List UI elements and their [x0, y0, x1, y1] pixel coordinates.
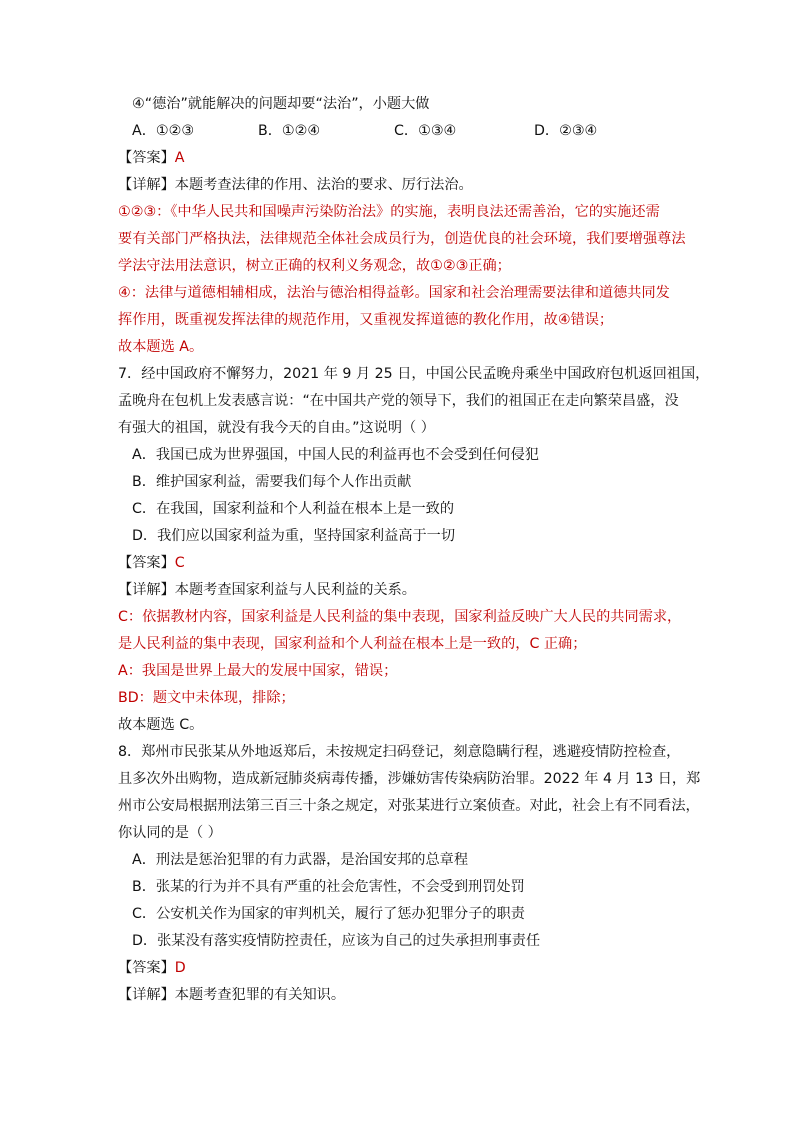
answer-label: 【答案】 — [118, 150, 175, 166]
detail-text: 本题考查国家利益与人民利益的关系。 — [174, 582, 416, 598]
q8-option-d: D．张某没有落实疫情防控责任，应该为自己的过失承担刑事责任 — [132, 933, 541, 949]
q7-analysis-line: BD：题文中未体现，排除； — [118, 690, 295, 706]
q8-option-c: C．公安机关作为国家的审判机关，履行了惩办犯罪分子的职责 — [132, 906, 525, 922]
q6-analysis-line: 挥作用，既重视发挥法律的规范作用，又重视发挥道德的教化作用，故④错误； — [118, 312, 614, 328]
q6-answer — [118, 145, 678, 172]
q7-analysis-line: 是人民利益的集中表现，国家利益和个人利益在根本上是一致的，C 正确； — [118, 636, 587, 652]
q8-stem-line: 你认同的是（ ） — [118, 825, 222, 841]
q8-detail-intro — [118, 982, 678, 1009]
q6-analysis-line: 学法守法用法意识，树立正确的权利义务观念，故①②③正确； — [118, 258, 511, 274]
q6-option-a: A．①②③ — [132, 123, 195, 139]
q6-options — [118, 118, 678, 145]
detail-label: 【详解】 — [118, 987, 175, 1003]
q8-option-b: B．张某的行为并不具有严重的社会危害性，不会受到刑罚处罚 — [132, 879, 525, 895]
detail-text: 本题考查犯罪的有关知识。 — [174, 987, 346, 1003]
answer-value: C — [174, 555, 185, 571]
q7-analysis-line: C：依据教材内容，国家利益是人民利益的集中表现，国家利益反映广大人民的共同需求， — [118, 609, 682, 625]
q7-option-c: C．在我国，国家利益和个人利益在根本上是一致的 — [132, 501, 455, 517]
answer-value: A — [174, 150, 185, 166]
q6-statement-4: ④“德治”就能解决的问题却要“法治”，小题大做 — [132, 96, 430, 112]
q8-stem-line: 州市公安局根据刑法第三百三十条之规定，对张某进行立案侦查。对此，社会上有不同看法， — [118, 798, 700, 814]
q6-option-b: B．①②④ — [258, 123, 321, 139]
q7-stem-line: 孟晚舟在包机上发表感言说：“在中国共产党的领导下，我们的祖国正在走向繁荣昌盛，没 — [118, 393, 679, 409]
detail-text: 本题考查法律的作用、法治的要求、厉行法治。 — [174, 177, 473, 193]
q7-analysis-line: A：我国是世界上最大的发展中国家，错误； — [118, 663, 398, 679]
q8-stem-line: 8．郑州市民张某从外地返郑后，未按规定扫码登记，刻意隐瞒行程，逃避疫情防控检查， — [118, 744, 681, 760]
q6-option-d: D．②③④ — [534, 123, 598, 139]
q7-answer — [118, 550, 678, 577]
detail-label: 【详解】 — [118, 582, 175, 598]
answer-label: 【答案】 — [118, 555, 175, 571]
q7-stem-line: 有强大的祖国，就没有我今天的自由。”这说明（ ） — [118, 420, 435, 436]
document-content — [118, 91, 710, 1009]
q7-analysis-conclusion: 故本题选 C。 — [118, 717, 204, 733]
q8-stem-line: 且多次外出购物，造成新冠肺炎病毒传播，涉嫌妨害传染病防治罪。2022 年 4 月 13 日，郑 — [118, 771, 701, 787]
q7-option-d: D．我们应以国家利益为重，坚持国家利益高于一切 — [132, 528, 456, 544]
q6-analysis-line: ①②③：《中华人民共和国噪声污染防治法》的实施，表明良法还需善治，它的实施还需 — [118, 204, 660, 220]
q6-analysis-line: ④：法律与道德相辅相成，法治与德治相得益彰。国家和社会治理需要法律和道德共同发 — [118, 285, 670, 301]
answer-label: 【答案】 — [118, 960, 175, 976]
q6-analysis-conclusion: 故本题选 A。 — [118, 339, 204, 355]
answer-value: D — [174, 960, 186, 976]
q7-stem-line: 7．经中国政府不懈努力，2021 年 9 月 25 日，中国公民孟晚舟乘坐中国政府包机返回祖国， — [118, 366, 710, 382]
q7-option-b: B．维护国家利益，需要我们每个人作出贡献 — [132, 474, 412, 490]
q8-option-a: A．刑法是惩治犯罪的有力武器，是治国安邦的总章程 — [132, 852, 469, 868]
q7-option-a: A．我国已成为世界强国，中国人民的利益再也不会受到任何侵犯 — [132, 447, 539, 463]
q6-option-c: C．①③④ — [394, 123, 457, 139]
q8-answer — [118, 955, 678, 982]
q7-detail-intro — [118, 577, 678, 604]
detail-label: 【详解】 — [118, 177, 175, 193]
q6-analysis-line: 要有关部门严格执法，法律规范全体社会成员行为，创造优良的社会环境，我们要增强尊法 — [118, 231, 686, 247]
q6-detail-intro — [118, 172, 678, 199]
